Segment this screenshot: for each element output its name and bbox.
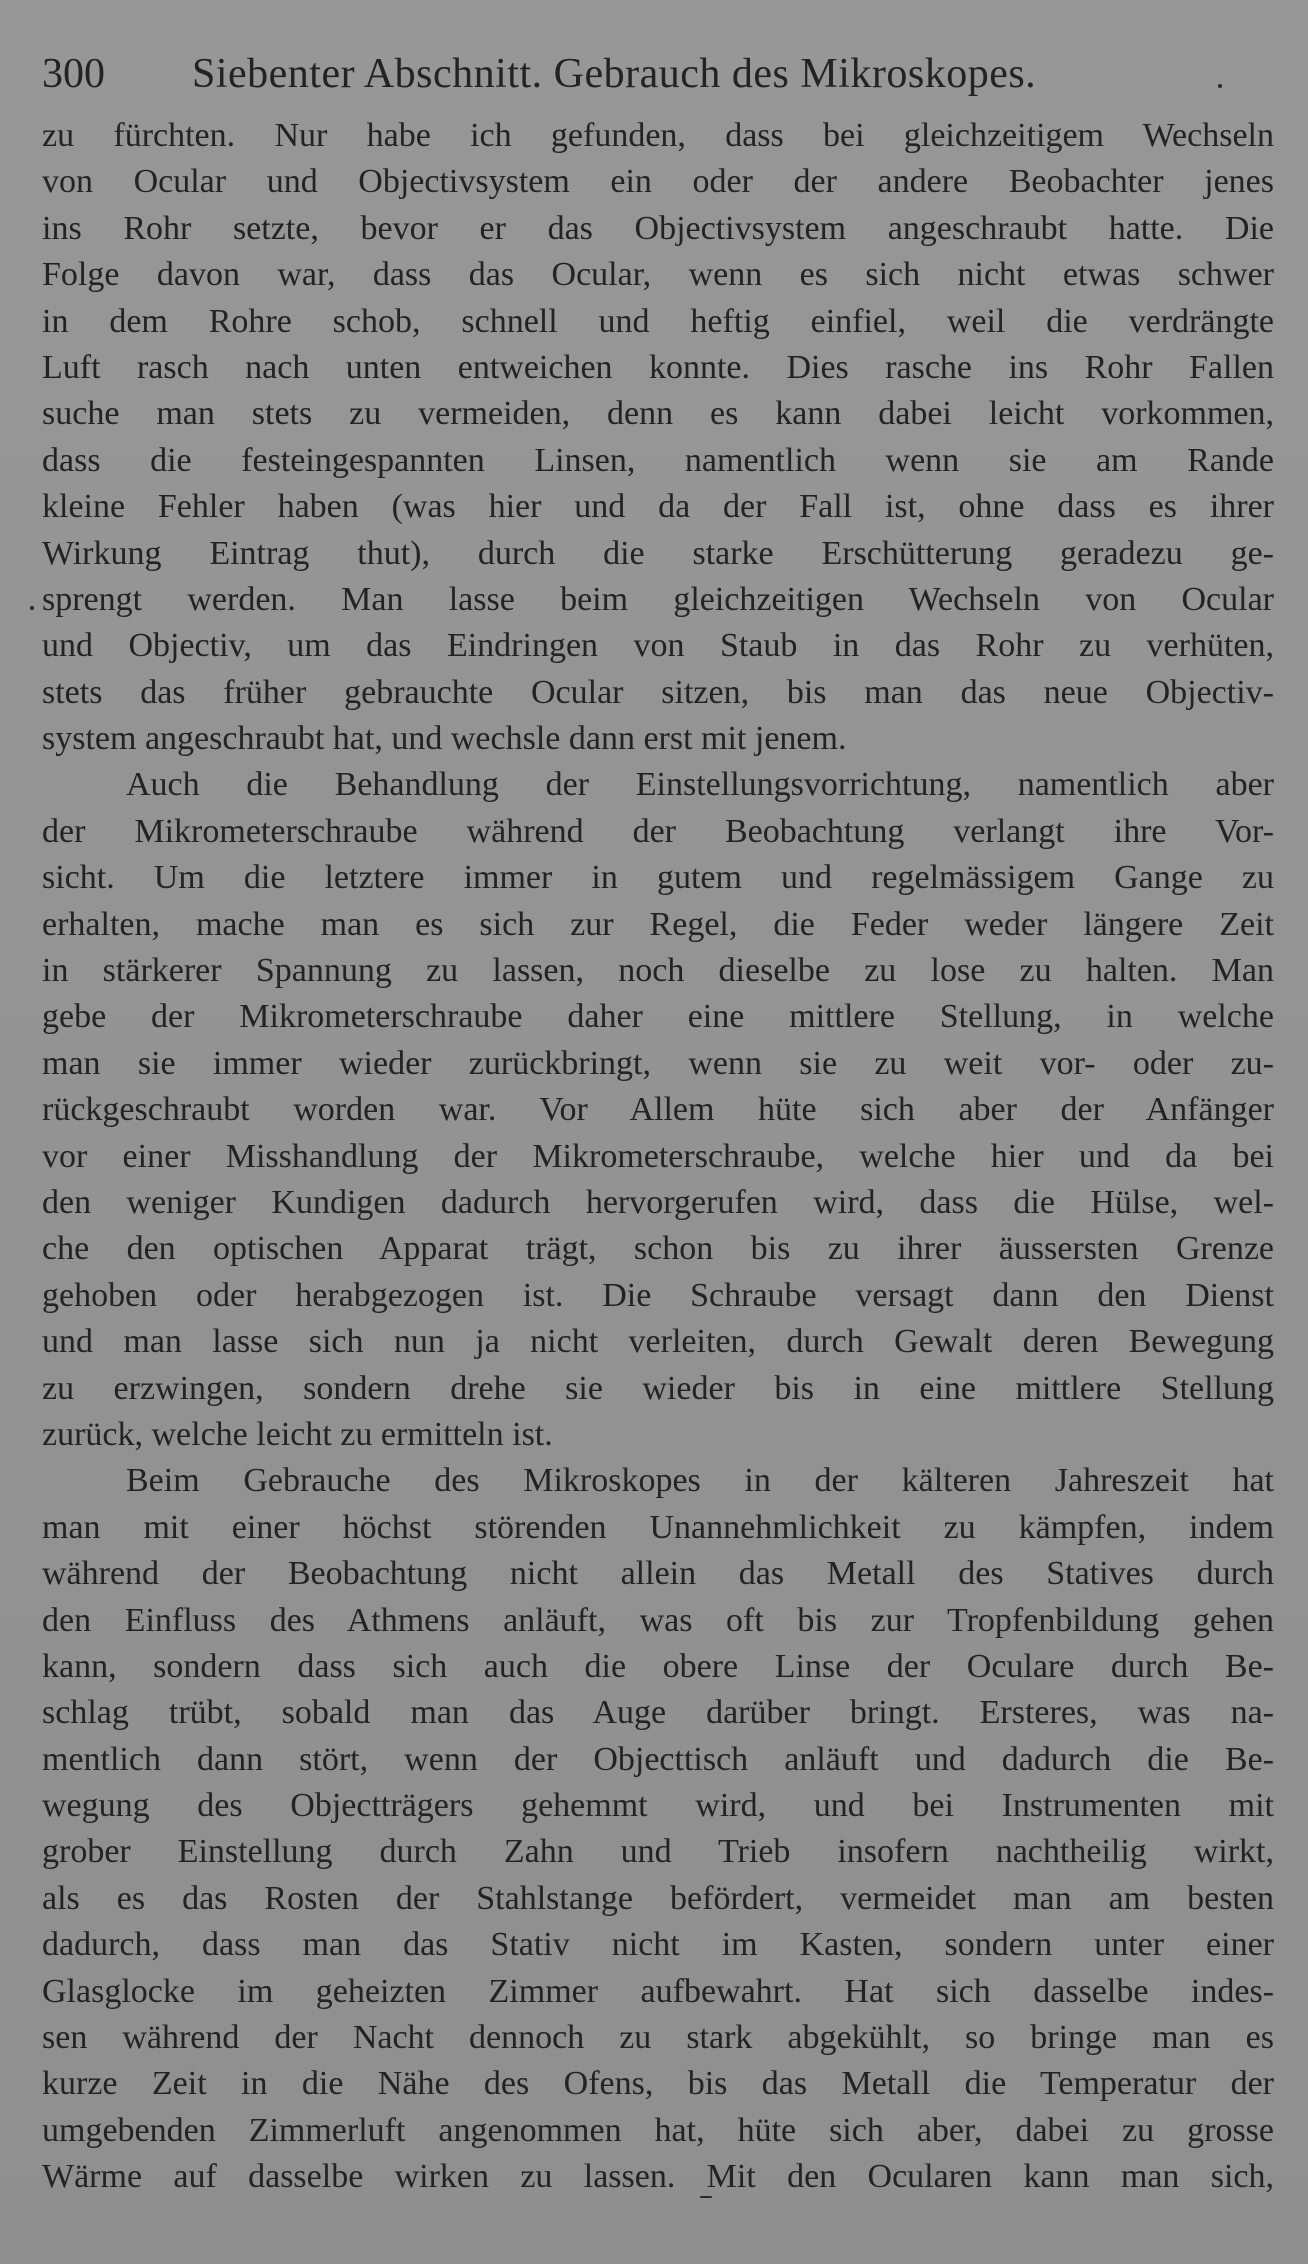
text-line: von Ocular und Objectivsystem ein oder der andere Beobachter jenes	[42, 163, 1274, 201]
text-line: kann, sondern dass sich auch die obere Linse der Oculare durch Be-	[42, 1647, 1274, 1685]
text-line: zu fürchten. Nur habe ich gefunden, dass bei gleichzeitigem Wechseln	[42, 117, 1274, 154]
text-line: rückgeschraubt worden war. Vor Allem hüte sich aber der Anfänger	[42, 1091, 1274, 1129]
text-line: und Objectiv, um das Eindringen von Staub in das Rohr zu verhüten,	[42, 627, 1274, 665]
text-line: grober Einstellung durch Zahn und Trieb insofern nachtheilig wirkt,	[42, 1833, 1274, 1871]
text-line: Wirkung Eintrag thut), durch die starke Erschütterung geradezu ge-	[42, 534, 1274, 572]
ink-speck	[1218, 84, 1222, 88]
text-line: den Einfluss des Athmens anläuft, was oft bis zur Tropfenbildung gehen	[42, 1601, 1274, 1639]
text-line: dass die festeingespannten Linsen, namentlich wenn sie am Rande	[42, 441, 1274, 479]
text-line: ins Rohr setzte, bevor er das Objectivsystem angeschraubt hatte. Die	[42, 209, 1274, 247]
text-line: Glasglocke im geheizten Zimmer aufbewahrt. Hat sich dasselbe indes-	[42, 1972, 1274, 2010]
text-line: und man lasse sich nun ja nicht verleiten, durch Gewalt deren Bewegung	[42, 1323, 1274, 1361]
text-line: che den optischen Apparat trägt, schon bis zu ihrer äussersten Grenze	[42, 1230, 1274, 1268]
text-line: schlag trübt, sobald man das Auge darüber bringt. Ersteres, was na-	[42, 1694, 1274, 1732]
text-line: Folge davon war, dass das Ocular, wenn es sich nicht etwas schwer	[42, 256, 1274, 294]
ink-speck	[700, 2196, 712, 2198]
paragraph-first-line: Beim Gebrauche des Mikroskopes in der kälteren Jahreszeit hat	[126, 1462, 1274, 1500]
running-header	[42, 44, 1272, 104]
text-line: während der Beobachtung nicht allein das Metall des Statives durch	[42, 1555, 1274, 1593]
ink-speck	[30, 606, 34, 610]
text-line: gehoben oder herabgezogen ist. Die Schraube versagt dann den Dienst	[42, 1276, 1274, 1314]
text-line: gebe der Mikrometerschraube daher eine mittlere Stellung, in welche	[42, 998, 1274, 1036]
text-line: kurze Zeit in die Nähe des Ofens, bis das Metall die Temperatur der	[42, 2065, 1274, 2103]
text-line: Wärme auf dasselbe wirken zu lassen. Mit den Ocularen kann man sich,	[42, 2158, 1274, 2196]
paragraph-last-line: zurück, welche leicht zu ermitteln ist.	[42, 1415, 553, 1453]
text-line: kleine Fehler haben (was hier und da der Fall ist, ohne dass es ihrer	[42, 488, 1274, 526]
text-line: mentlich dann stört, wenn der Objecttisch anläuft und dadurch die Be-	[42, 1740, 1274, 1778]
text-line: dadurch, dass man das Stativ nicht im Kasten, sondern unter einer	[42, 1926, 1274, 1964]
text-line: suche man stets zu vermeiden, denn es kann dabei leicht vorkommen,	[42, 395, 1274, 433]
text-line: in dem Rohre schob, schnell und heftig einfiel, weil die verdrängte	[42, 302, 1274, 340]
text-line: man mit einer höchst störenden Unannehmlichkeit zu kämpfen, indem	[42, 1508, 1274, 1546]
running-title: Siebenter Abschnitt. Gebrauch des Mikroskopes.	[192, 51, 1037, 97]
text-line: sen während der Nacht dennoch zu stark abgekühlt, so bringe man es	[42, 2019, 1274, 2057]
text-line: als es das Rosten der Stahlstange befördert, vermeidet man am besten	[42, 1879, 1274, 1917]
paragraph-first-line: Auch die Behandlung der Einstellungsvorrichtung, namentlich aber	[126, 766, 1274, 804]
text-line: Luft rasch nach unten entweichen konnte. Dies rasche ins Rohr Fallen	[42, 348, 1274, 386]
text-line: den weniger Kundigen dadurch hervorgerufen wird, dass die Hülse, wel-	[42, 1183, 1274, 1221]
text-line: vor einer Misshandlung der Mikrometerschraube, welche hier und da bei	[42, 1137, 1274, 1175]
text-line: sicht. Um die letztere immer in gutem und regelmässigem Gange zu	[42, 859, 1274, 897]
body-text	[42, 113, 1274, 2201]
text-line: erhalten, mache man es sich zur Regel, die Feder weder längere Zeit	[42, 905, 1274, 943]
text-line: in stärkerer Spannung zu lassen, noch dieselbe zu lose zu halten. Man	[42, 952, 1274, 990]
text-line: stets das früher gebrauchte Ocular sitzen, bis man das neue Objectiv-	[42, 673, 1274, 711]
text-line: der Mikrometerschraube während der Beobachtung verlangt ihre Vor-	[42, 812, 1274, 850]
text-line: umgebenden Zimmerluft angenommen hat, hüte sich aber, dabei zu grosse	[42, 2111, 1274, 2149]
text-line: wegung des Objectträgers gehemmt wird, und bei Instrumenten mit	[42, 1787, 1274, 1825]
text-line: zu erzwingen, sondern drehe sie wieder bis in eine mittlere Stellung	[42, 1369, 1274, 1407]
text-line: man sie immer wieder zurückbringt, wenn sie zu weit vor- oder zu-	[42, 1044, 1274, 1082]
page-number: 300	[42, 51, 105, 97]
paragraph-last-line: system angeschraubt hat, und wechsle dann erst mit jenem.	[42, 720, 847, 758]
text-line: sprengt werden. Man lasse beim gleichzeitigen Wechseln von Ocular	[42, 580, 1274, 618]
